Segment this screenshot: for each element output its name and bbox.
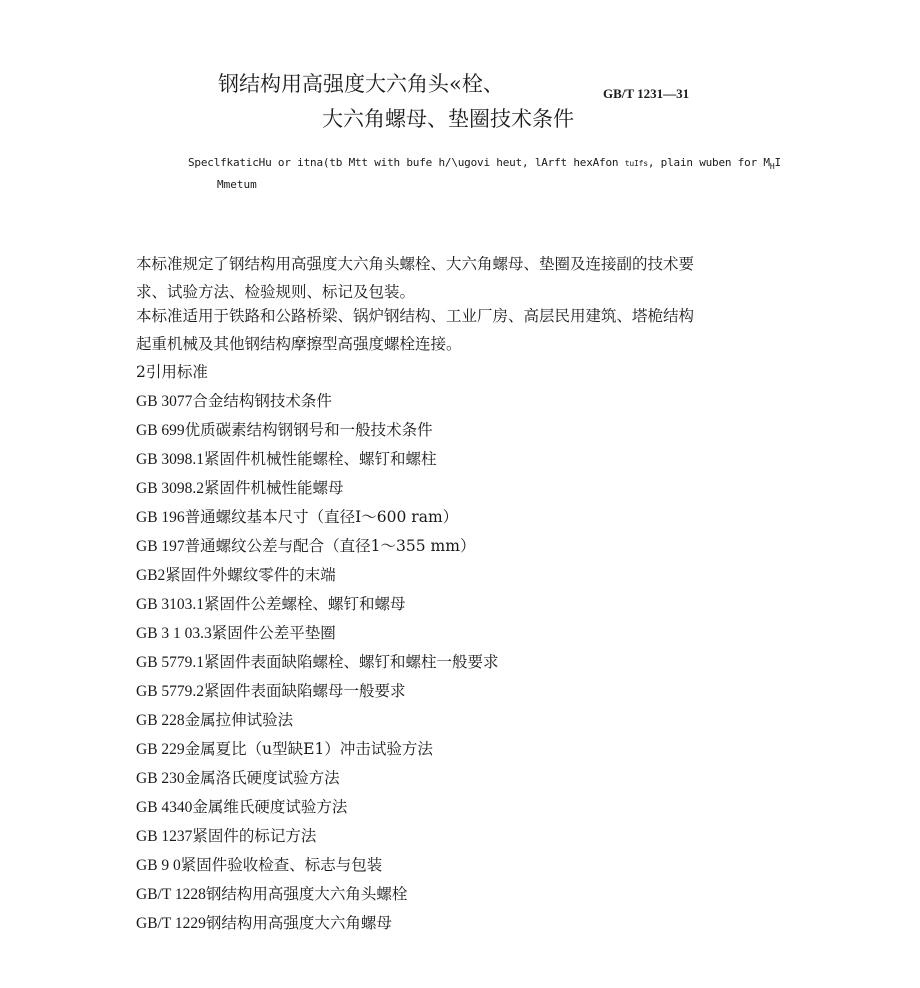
reference-list — [136, 358, 499, 938]
english-title-line1 — [188, 156, 781, 171]
reference-heading: 2引用标准 — [136, 363, 208, 381]
reference-code: GB 699 — [136, 422, 185, 439]
reference-item — [136, 706, 499, 735]
reference-code: GB 3098.2 — [136, 480, 205, 497]
reference-text: 钢结构用高强度大六角螺母 — [205, 914, 392, 932]
reference-item — [136, 880, 499, 909]
reference-code: GB 5779.2 — [136, 683, 205, 700]
english-title-line2: Mmetum — [217, 178, 257, 191]
reference-text: 金属夏比（u型缺E1）冲击试验方法 — [184, 740, 433, 758]
english-title-end: I — [774, 156, 781, 169]
reference-item — [136, 503, 499, 532]
scope-paragraph — [136, 250, 756, 306]
reference-text: 普通螺纹公差与配合（直径1～355 mm） — [184, 537, 476, 555]
scope-line2: 求、试验方法、检验规则、标记及包装。 — [136, 283, 416, 301]
reference-code: GB 197 — [136, 538, 185, 555]
reference-item — [136, 764, 499, 793]
reference-text: 紧固件公差螺栓、螺钉和螺母 — [204, 595, 406, 613]
reference-text: 紧固件表面缺陷螺栓、螺钉和螺柱一般要求 — [204, 653, 499, 671]
reference-item — [136, 561, 499, 590]
english-title-tail: , plain wuben for M — [647, 156, 770, 169]
reference-text: 紧固件表面缺陷螺母一般要求 — [204, 682, 406, 700]
reference-code: GB 4340 — [136, 799, 193, 816]
reference-item — [136, 590, 499, 619]
reference-item — [136, 532, 499, 561]
reference-item — [136, 851, 499, 880]
reference-text: 金属拉伸试验法 — [184, 711, 294, 729]
reference-code: GB 229 — [136, 741, 185, 758]
reference-code: GB/T 1229 — [136, 915, 206, 932]
document-title-line2: 大六角螺母、垫圈技术条件 — [322, 107, 574, 131]
reference-item — [136, 387, 499, 416]
reference-code: GB 3098.1 — [136, 451, 205, 468]
reference-item — [136, 677, 499, 706]
reference-text: 优质碳素结构钢钢号和一般技术条件 — [184, 421, 433, 439]
reference-code: GB 3103.1 — [136, 596, 205, 613]
reference-text: 普通螺纹基本尺寸（直径I～600 ram） — [184, 508, 459, 526]
reference-text: 金属维氏硬度试验方法 — [192, 798, 348, 816]
applicability-paragraph — [136, 302, 756, 358]
reference-item — [136, 474, 499, 503]
english-title-small: tuIfs — [624, 159, 648, 168]
reference-code: GB 196 — [136, 509, 185, 526]
reference-item — [136, 909, 499, 938]
reference-text: 紧固件公差平垫圈 — [211, 624, 336, 642]
reference-text: 紧固件机械性能螺栓、螺钉和螺柱 — [204, 450, 437, 468]
scope-line1: 本标准规定了钢结构用高强度大六角头螺栓、大六角螺母、垫圈及连接副的技术要 — [136, 255, 695, 273]
document-title-line1: 钢结构用高强度大六角头«栓、 — [218, 72, 504, 96]
english-title-sub: H — [769, 162, 775, 172]
reference-code: GB2 — [136, 567, 166, 584]
reference-code: GB 228 — [136, 712, 185, 729]
reference-text: 紧固件外螺纹零件的末端 — [165, 566, 336, 584]
standard-code: GB/T 1231—31 — [603, 86, 690, 101]
reference-text: 紧固件机械性能螺母 — [204, 479, 344, 497]
reference-text: 钢结构用高强度大六角头螺栓 — [205, 885, 408, 903]
reference-code: GB 230 — [136, 770, 185, 787]
english-title-main: SpeclfkaticHu or itna(tb Mtt with bufe h/\ugovi heut, lArft hexAfon — [188, 156, 625, 169]
reference-code: GB 3 1 03.3 — [136, 625, 212, 642]
reference-item — [136, 445, 499, 474]
reference-item — [136, 416, 499, 445]
reference-code: GB 3077 — [136, 393, 193, 410]
reference-item — [136, 648, 499, 677]
reference-code: GB 5779.1 — [136, 654, 205, 671]
reference-code: GB/T 1228 — [136, 886, 206, 903]
reference-code: GB 9 0 — [136, 857, 181, 874]
reference-text: 合金结构钢技术条件 — [192, 392, 332, 410]
reference-item — [136, 822, 499, 851]
reference-text: 紧固件的标记方法 — [192, 827, 317, 845]
reference-item — [136, 793, 499, 822]
reference-code: GB 1237 — [136, 828, 193, 845]
reference-item — [136, 619, 499, 648]
reference-text: 紧固件验收检查、标志与包装 — [180, 856, 383, 874]
reference-item — [136, 735, 499, 764]
applicability-line2: 起重机械及其他钢结构摩擦型高强度螺栓连接。 — [136, 335, 462, 353]
reference-text: 金属洛氏硬度试验方法 — [184, 769, 340, 787]
applicability-line1: 本标准适用于铁路和公路桥梁、锅炉钢结构、工业厂房、高层民用建筑、塔桅结构 — [136, 307, 695, 325]
